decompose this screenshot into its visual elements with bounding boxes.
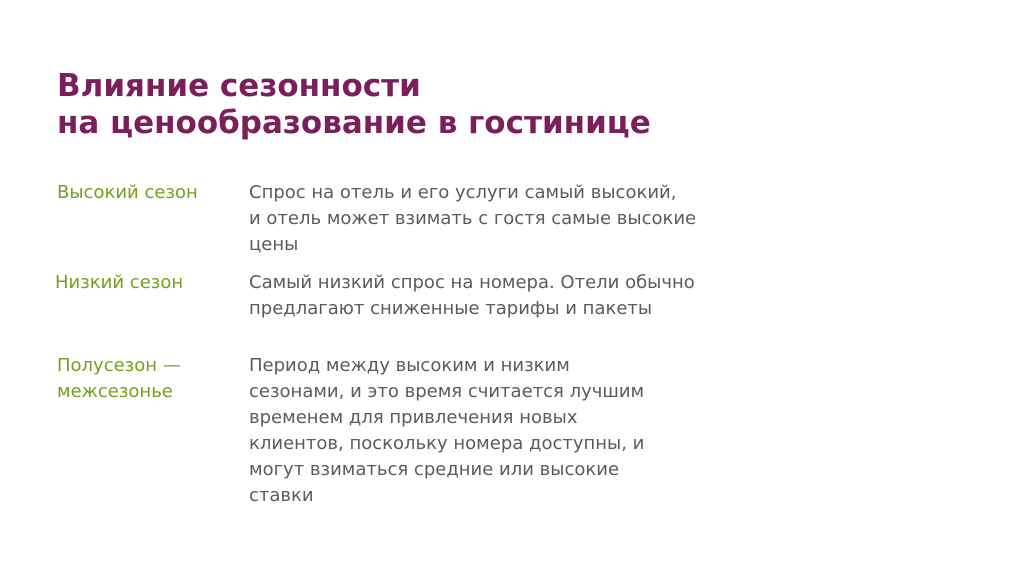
desc-low-season bbox=[249, 270, 695, 322]
desc-shoulder-season-line-5: могут взиматься средние или высокие bbox=[249, 459, 620, 480]
term-low-season-line-1: Низкий сезон bbox=[55, 272, 184, 293]
desc-shoulder-season-line-4: клиентов, поскольку номера доступны, и bbox=[249, 433, 645, 454]
desc-shoulder-season-line-3: временем для привлечения новых bbox=[249, 407, 578, 428]
term-shoulder-season-line-1: Полусезон — bbox=[57, 355, 181, 376]
desc-high-season-line-1: Спрос на отель и его услуги самый высокий, bbox=[249, 182, 677, 203]
slide-title-line-2: на ценообразование в гостинице bbox=[57, 105, 651, 141]
desc-low-season-line-1: Самый низкий спрос на номера. Отели обычно bbox=[249, 272, 695, 293]
desc-low-season-line-2: предлагают сниженные тарифы и пакеты bbox=[249, 298, 653, 319]
desc-shoulder-season-line-1: Период между высоким и низким bbox=[249, 355, 570, 376]
term-low-season bbox=[55, 270, 183, 296]
term-shoulder-season bbox=[57, 353, 181, 405]
slide-title bbox=[57, 68, 651, 142]
desc-shoulder-season-line-6: ставки bbox=[249, 485, 314, 506]
slide-title-line-1: Влияние сезонности bbox=[57, 68, 421, 104]
term-high-season-line-1: Высокий сезон bbox=[57, 182, 198, 203]
desc-shoulder-season-line-2: сезонами, и это время считается лучшим bbox=[249, 381, 645, 402]
desc-high-season bbox=[249, 180, 696, 258]
desc-high-season-line-2: и отель может взимать с гостя самые высокие bbox=[249, 208, 697, 229]
desc-shoulder-season bbox=[249, 353, 644, 509]
term-shoulder-season-line-2: межсезонье bbox=[57, 381, 173, 402]
desc-high-season-line-3: цены bbox=[249, 234, 299, 255]
term-high-season bbox=[57, 180, 198, 206]
